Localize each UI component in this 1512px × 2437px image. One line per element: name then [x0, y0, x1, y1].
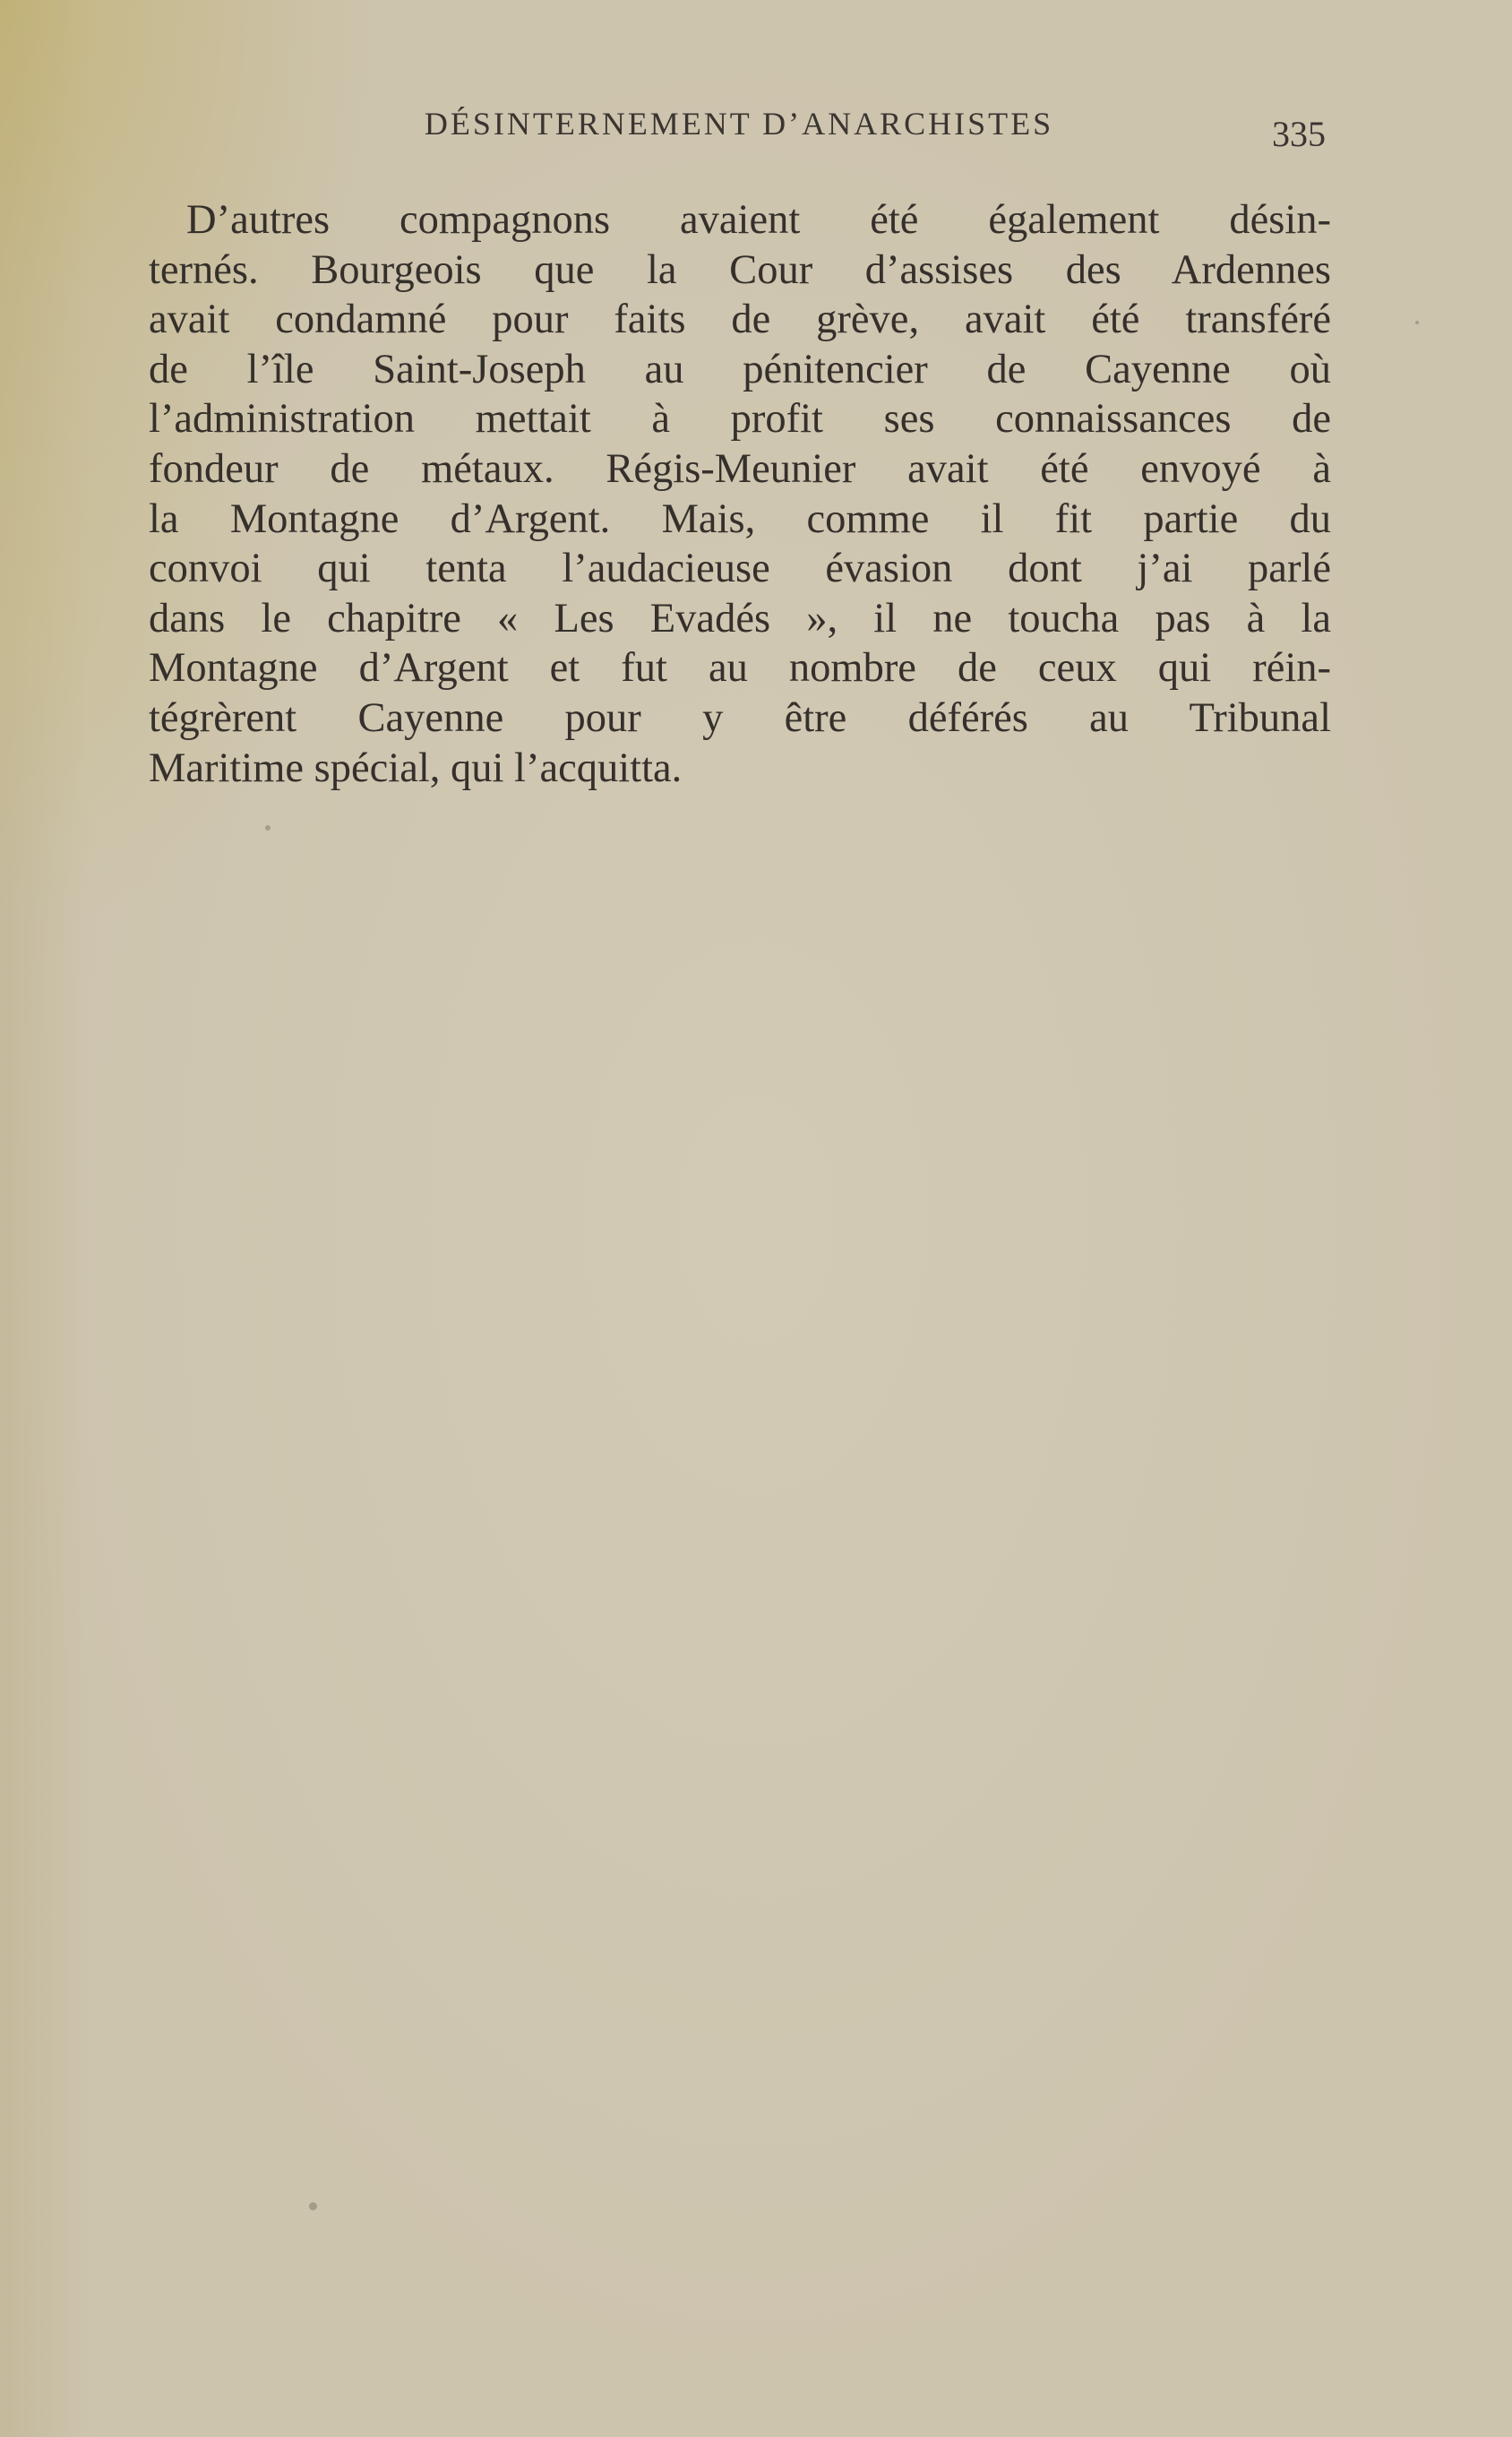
text-line: convoi qui tenta l’audacieuse évasion dont j’ai parlé [149, 546, 1331, 592]
running-head: DÉSINTERNEMENT D’ANARCHISTES [424, 106, 1054, 142]
text-line: dans le chapitre « Les Evadés », il ne toucha pas à la [149, 595, 1331, 642]
text-line: avait condamné pour faits de grève, avait été transféré [149, 297, 1331, 343]
text-line: l’administration mettait à profit ses connaissances de [149, 396, 1331, 443]
text-line: Montagne d’Argent et fut au nombre de ceux qui réin- [149, 645, 1331, 692]
text-line: D’autres compagnons avaient été également désin- [186, 197, 1331, 243]
paper-speck [265, 825, 271, 831]
text-line: de l’île Saint-Joseph au pénitencier de Cayenne où [149, 346, 1331, 392]
text-line: fondeur de métaux. Régis-Meunier avait été envoyé à [149, 445, 1331, 492]
text-line: tégrèrent Cayenne pour y être déférés au Tribunal [149, 694, 1331, 741]
text-line: Maritime spécial, qui l’acquitta. [149, 745, 683, 791]
body-paragraph [149, 195, 1331, 793]
paper-speck [309, 2202, 317, 2210]
page-number: 335 [1272, 114, 1326, 154]
paper-speck [1415, 321, 1419, 324]
text-line: ternés. Bourgeois que la Cour d’assises des Ardennes [149, 246, 1331, 293]
text-line: la Montagne d’Argent. Mais, comme il fit partie du [149, 495, 1331, 542]
